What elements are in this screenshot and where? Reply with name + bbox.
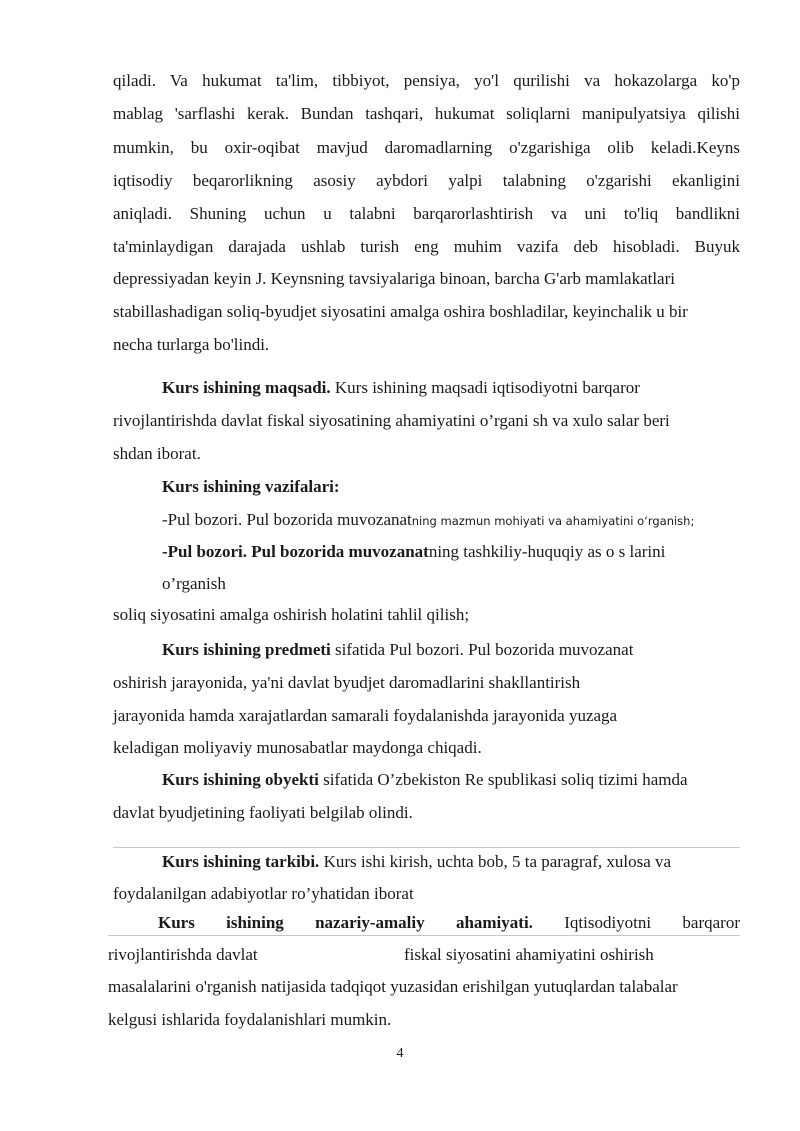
vazifa-item-2 [162, 541, 665, 563]
divider [113, 847, 740, 848]
paragraph-line: depressiyadan keyin J. Keynsning tavsiyalariga binoan, barcha G'arb mamlakatlari [113, 269, 675, 288]
ahamiyat-line-3: masalalarini o'rganish natijasida tadqiqot yuzasidan erishilgan yutuqlardan talabalar [108, 977, 678, 996]
vazifa-item-1-main: -Pul bozori. Pul bozorida muvozanat [162, 510, 412, 529]
ahamiyat-line-4: kelgusi ishlarida foydalanishlari mumkin. [108, 1010, 392, 1029]
paragraph-line: mablag 'sarflashi kerak. Bundan tashqari, hukumat soliqlarni manipulyatsiya qilishi [113, 104, 740, 123]
paragraph-line: aniqladi. Shuning uchun u talabni barqarorlashtirish va uni to'liq bandlikni [113, 204, 740, 223]
divider [108, 935, 740, 936]
obyekt-text: sifatida O’zbekiston Re spublikasi soliq tizimi hamda [318, 770, 688, 789]
ahamiyat-word: ishining [226, 913, 284, 932]
maqsad-text: Kurs ishining maqsadi iqtisodiyotni barqaror [330, 378, 640, 397]
tarkibi-line-2: foydalanilgan adabiyotlar ro’yhatidan iborat [113, 884, 414, 903]
tarkibi-text: Kurs ishi kirish, uchta bob, 5 ta paragraf, xulosa va [319, 852, 672, 871]
ahamiyat-word: nazariy-amaliy [315, 913, 425, 932]
predmet-line-2: oshirish jarayonida, ya'ni davlat byudjet daromadlarini shakllantirish [113, 673, 581, 692]
paragraph-line: iqtisodiy beqarorlikning asosiy aybdori yalpi talabning o'zgarishi ekanligini [113, 171, 740, 190]
vazifa-item-1-small: ning mazmun mohiyati va ahamiyatini o‘rganish; [411, 514, 695, 528]
ahamiyat-line-1 [158, 912, 740, 934]
ahamiyat-line-2b: fiskal siyosatini ahamiyatini oshirish [404, 945, 654, 964]
predmet-text: sifatida Pul bozori. Pul bozorida muvozanat [330, 640, 634, 659]
obyekt-line-2: davlat byudjetining faoliyati belgilab olindi. [113, 803, 413, 822]
maqsad-line-2: rivojlantirishda davlat fiskal siyosatining ahamiyatini o’rgani sh va xulo salar beri [113, 411, 670, 430]
vazifa-item-3: soliq siyosatini amalga oshirish holatini tahlil qilish; [113, 605, 470, 624]
vazifa-item-2-rest: ning tashkiliy-huquqiy as o s larini [428, 542, 666, 561]
ahamiyat-word: Kurs [158, 913, 195, 932]
ahamiyat-word: barqaror [682, 913, 740, 932]
paragraph-line: mumkin, bu oxir-oqibat mavjud daromadlarning o'zgarishiga olib keladi.Keyns [113, 138, 740, 157]
obyekt-heading: Kurs ishining obyekti [162, 770, 319, 789]
maqsad-line-1 [162, 377, 740, 399]
predmet-line-1 [162, 639, 633, 661]
tarkibi-heading: Kurs ishining tarkibi. [162, 852, 320, 871]
vazifa-item-1 [162, 509, 694, 532]
page-number: 4 [396, 1046, 404, 1061]
vazifalar-heading [162, 476, 340, 498]
paragraph-line: stabillashadigan soliq-byudjet siyosatini amalga oshira boshladilar, keyinchalik u bir [113, 302, 688, 321]
predmet-line-4: keladigan moliyaviy munosabatlar maydonga chiqadi. [113, 738, 482, 757]
ahamiyat-word: ahamiyati. [455, 913, 533, 932]
vazifa-item-2-cont: o’rganish [162, 574, 226, 593]
ahamiyat-word: Iqtisodiyotni [564, 913, 652, 932]
paragraph-line: qiladi. Va hukumat ta'lim, tibbiyot, pensiya, yo'l qurilishi va hokazolarga ko'p [113, 71, 740, 90]
vazifa-item-2-bold: -Pul bozori. Pul bozorida muvozanat [162, 542, 429, 561]
maqsad-heading: Kurs ishining maqsadi. [162, 378, 331, 397]
predmet-line-3: jarayonida hamda xarajatlardan samarali foydalanishda jarayonida yuzaga [113, 706, 618, 725]
paragraph-line: necha turlarga bo'lindi. [113, 335, 270, 354]
tarkibi-line-1 [162, 851, 671, 873]
ahamiyat-line-2a: rivojlantirishda davlat [108, 945, 258, 964]
maqsad-line-3: shdan iborat. [113, 444, 201, 463]
predmet-heading: Kurs ishining predmeti [162, 640, 331, 659]
vazifalar-heading-text: Kurs ishining vazifalari: [162, 477, 340, 496]
paragraph-line: ta'minlaydigan darajada ushlab turish eng muhim vazifa deb hisobladi. Buyuk [113, 237, 740, 256]
obyekt-line-1 [162, 769, 688, 791]
